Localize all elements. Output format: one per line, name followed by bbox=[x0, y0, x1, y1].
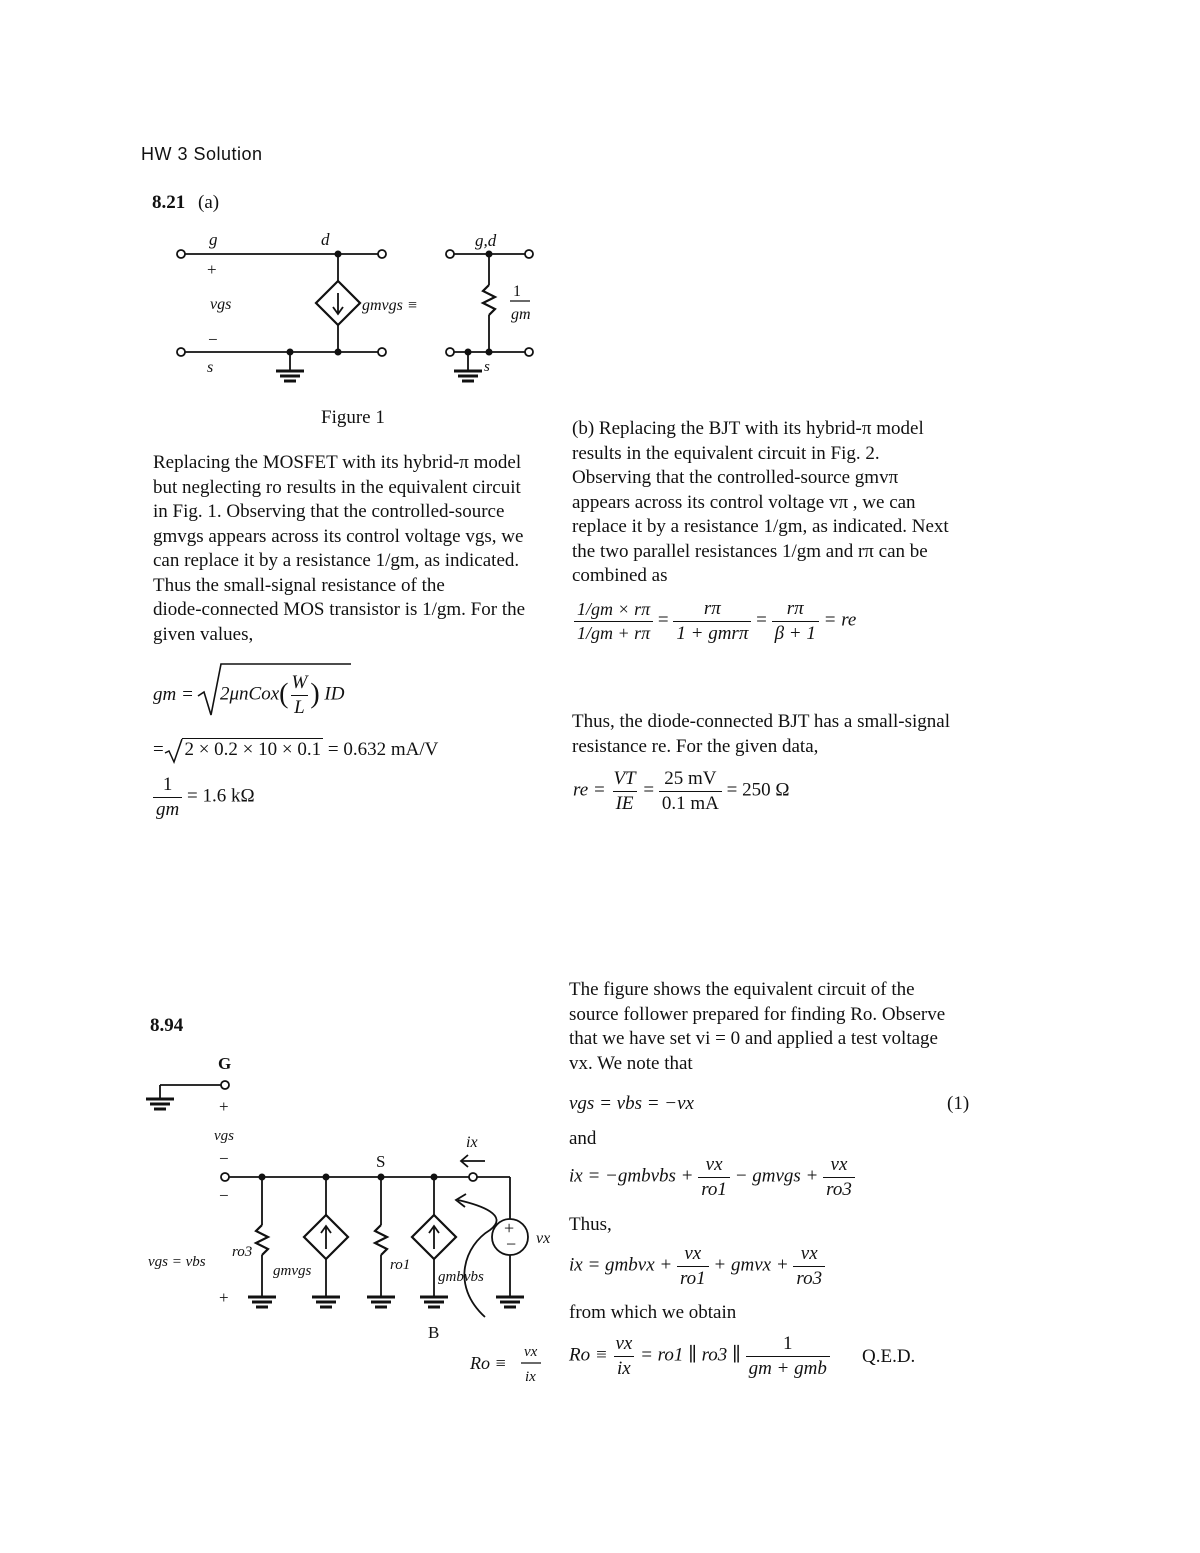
part-a-paragraph bbox=[153, 451, 525, 647]
resistor-one-label: 1 bbox=[513, 283, 521, 300]
node-B-label: B bbox=[428, 1323, 440, 1342]
text-line: vx. We note that bbox=[569, 1052, 693, 1074]
figure-1-circuit bbox=[170, 225, 550, 390]
source-minus-sign: − bbox=[506, 1234, 517, 1254]
gmvgs-label: gmvgs bbox=[273, 1263, 312, 1279]
minus-bottom-label: − bbox=[219, 1186, 229, 1205]
re-equation: re = $\frac{VT}{IE}$ = $\frac{25 mV}{0.1 mA}$ = 250 Ω bbox=[573, 768, 790, 814]
text-line: gmvgs appears across its control voltage vgs, we bbox=[153, 525, 524, 547]
thus-text: Thus, bbox=[569, 1214, 612, 1235]
ro-def-den: ix bbox=[525, 1369, 536, 1385]
gm-value-equation: = 2 × 0.2 × 10 × 0.1 = 0.632 mA/V bbox=[153, 739, 439, 760]
text-line: combined as bbox=[572, 565, 668, 586]
text-line: (b) Replacing the BJT with its hybrid-π model bbox=[572, 418, 924, 439]
text-line: Thus, the diode-connected BJT has a small-signal bbox=[572, 711, 950, 732]
text-line: Observing that the controlled-source gmvπ bbox=[572, 467, 899, 488]
text-line: Thus the small-signal resistance of the bbox=[153, 574, 445, 596]
text-line: given values, bbox=[153, 623, 254, 645]
text-line: the two parallel resistances 1/gm and rπ can be bbox=[572, 540, 928, 562]
combined-resistance-equation: $\frac{1/gm \times r\pi}{1/gm + r\pi}$ = $\frac{r\pi}{\text{1 + gmrπ}}$ = $\frac{r\pi}{\beta + 1}$ = re bbox=[574, 598, 856, 645]
equation-3: ix = gmbvx + $\frac{vx}{ro1}$ + gmvx + $\frac{vx}{ro3}$ bbox=[569, 1243, 825, 1290]
text-line: resistance re. For the given data, bbox=[572, 735, 819, 757]
minus-label: − bbox=[208, 330, 218, 349]
equation-2: ix = −gmbvbs + $\frac{vx}{ro1}$ − gmvgs + $\frac{vx}{ro3}$ bbox=[569, 1154, 855, 1201]
text-line: that we have set vi = 0 and applied a test voltage bbox=[569, 1028, 938, 1049]
equation-4: Ro ≡ $\frac{vx}{ix}$ = ro1 ∥ ro3 ∥ $\frac{1}{\text{gm + gmb}}$ bbox=[569, 1333, 830, 1380]
node-S-label: S bbox=[376, 1152, 386, 1171]
text-line: can replace it by a resistance 1/gm, as indicated. bbox=[153, 550, 520, 571]
plus-bottom-label: + bbox=[219, 1288, 229, 1307]
equation-1-tag: (1) bbox=[947, 1093, 970, 1114]
text-line: The figure shows the equivalent circuit of the bbox=[569, 979, 915, 1000]
part-b-paragraph-2 bbox=[572, 710, 950, 759]
gm-equation-lhs: gm = bbox=[153, 684, 194, 705]
node-gd-label: g,d bbox=[475, 231, 497, 250]
node-s-label: s bbox=[207, 359, 214, 376]
node-d-label: d bbox=[321, 230, 330, 249]
ix-label: ix bbox=[466, 1134, 478, 1151]
equation-1: vgs = vbs = −vx bbox=[569, 1093, 694, 1114]
inverse-gm-equation: $\frac{1}{gm}$ = 1.6 kΩ bbox=[153, 774, 255, 821]
text-line: diode-connected MOS transistor is 1/gm. For the bbox=[153, 599, 526, 620]
text-line: source follower prepared for finding Ro. Observe bbox=[569, 1003, 946, 1025]
figure-1-caption: Figure 1 bbox=[321, 407, 385, 428]
text-line: Replacing the MOSFET with its hybrid-π model bbox=[153, 452, 522, 473]
plus-top-label: + bbox=[219, 1097, 229, 1116]
controlled-source-label: gmvgs ≡ bbox=[362, 297, 418, 314]
from-which-text: from which we obtain bbox=[569, 1302, 737, 1323]
part-b-paragraph bbox=[572, 417, 949, 589]
part-a-label: (a) bbox=[198, 192, 220, 213]
radical-sign-small bbox=[164, 738, 184, 764]
qed-text: Q.E.D. bbox=[862, 1346, 916, 1367]
source-follower-circuit bbox=[140, 1045, 570, 1390]
vx-label: vx bbox=[536, 1230, 551, 1247]
ro-def-num: vx bbox=[524, 1344, 538, 1360]
plus-label: + bbox=[207, 260, 217, 279]
gm-radicand: 2μnCox( $\frac{W}{L}$ ) ID bbox=[220, 672, 345, 718]
and-text: and bbox=[569, 1128, 597, 1149]
problem-label-8-21 bbox=[152, 192, 219, 214]
gmbvbs-label: gmbvbs bbox=[438, 1269, 484, 1285]
problem-number: 8.21 bbox=[152, 192, 186, 213]
resistor-gm-label: gm bbox=[511, 306, 531, 323]
source-plus-sign: + bbox=[504, 1218, 515, 1238]
text-line: in Fig. 1. Observing that the controlled-source bbox=[153, 501, 505, 522]
text-line: but neglecting ro results in the equivalent circuit bbox=[153, 476, 521, 498]
minus-top-label: − bbox=[219, 1149, 229, 1168]
text-line: results in the equivalent circuit in Fig. 2. bbox=[572, 442, 880, 464]
ro1-label: ro1 bbox=[390, 1257, 411, 1273]
problem-label-8-94: 8.94 bbox=[150, 1015, 184, 1036]
vgs-label: vgs bbox=[210, 296, 232, 313]
node-g-label: g bbox=[209, 230, 218, 249]
node-G-label: G bbox=[218, 1054, 232, 1073]
ro-definition-label: Ro ≡ bbox=[470, 1353, 507, 1373]
p894-paragraph bbox=[569, 978, 945, 1076]
page-title: HW 3 Solution bbox=[141, 144, 263, 164]
vgs-eq-vbs-label: vgs = vbs bbox=[148, 1254, 206, 1270]
vgs-top-label: vgs bbox=[214, 1128, 234, 1144]
text-line: replace it by a resistance 1/gm, as indicated. Next bbox=[572, 516, 949, 537]
text-line: appears across its control voltage vπ , we can bbox=[572, 491, 916, 513]
node-s2-label: s bbox=[484, 359, 490, 375]
ro3-label: ro3 bbox=[232, 1244, 253, 1260]
